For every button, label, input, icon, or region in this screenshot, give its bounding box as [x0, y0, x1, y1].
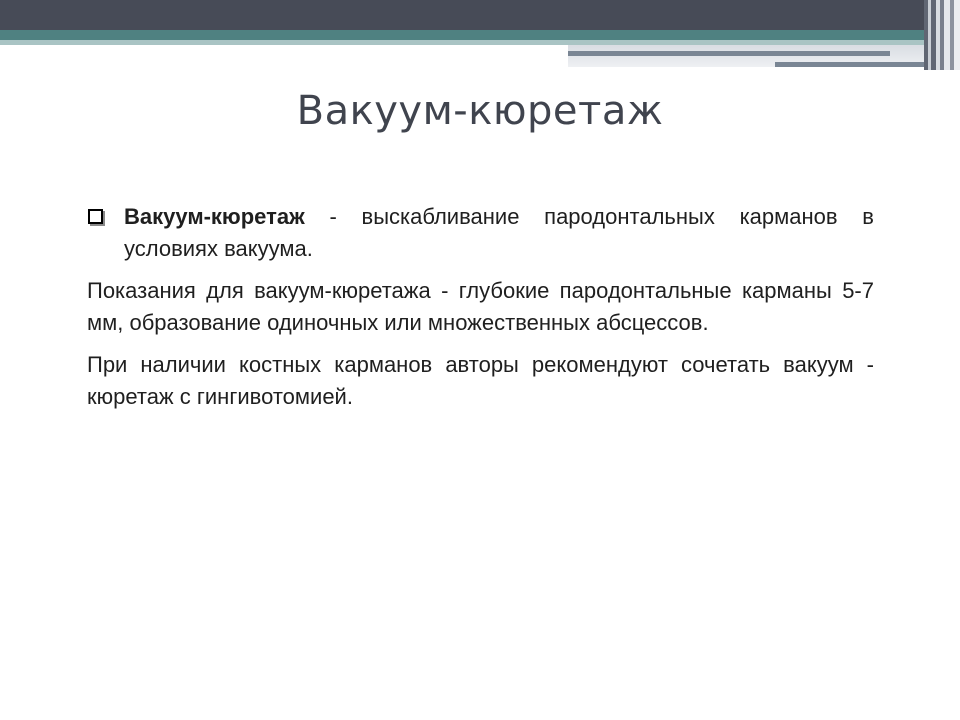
slide-body	[87, 201, 874, 423]
bullet-text	[124, 201, 874, 265]
recommendation-paragraph: При наличии костных карманов авторы рекомендуют сочетать вакуум - кюретаж с гингивотомией.	[87, 352, 874, 409]
square-bullet-icon	[88, 209, 103, 224]
slide-title: Вакуум-кюретаж	[296, 88, 664, 134]
header-bar-teal	[0, 30, 960, 40]
bullet-definition: - выскабливание пародонтальных карманов в условиях вакуума.	[124, 204, 874, 261]
header-corner-stripes	[924, 0, 960, 70]
header-bar-dark	[0, 0, 960, 30]
header-accent-stripe	[568, 51, 890, 56]
indications-paragraph: Показания для вакуум-кюретажа - глубокие пародонтальные карманы 5-7 мм, образование одиночных или множественных абсцессов.	[87, 278, 874, 335]
header-accent-stripe-short	[775, 62, 943, 67]
bullet-term: Вакуум-кюретаж	[124, 204, 305, 229]
bullet-item	[87, 201, 874, 265]
